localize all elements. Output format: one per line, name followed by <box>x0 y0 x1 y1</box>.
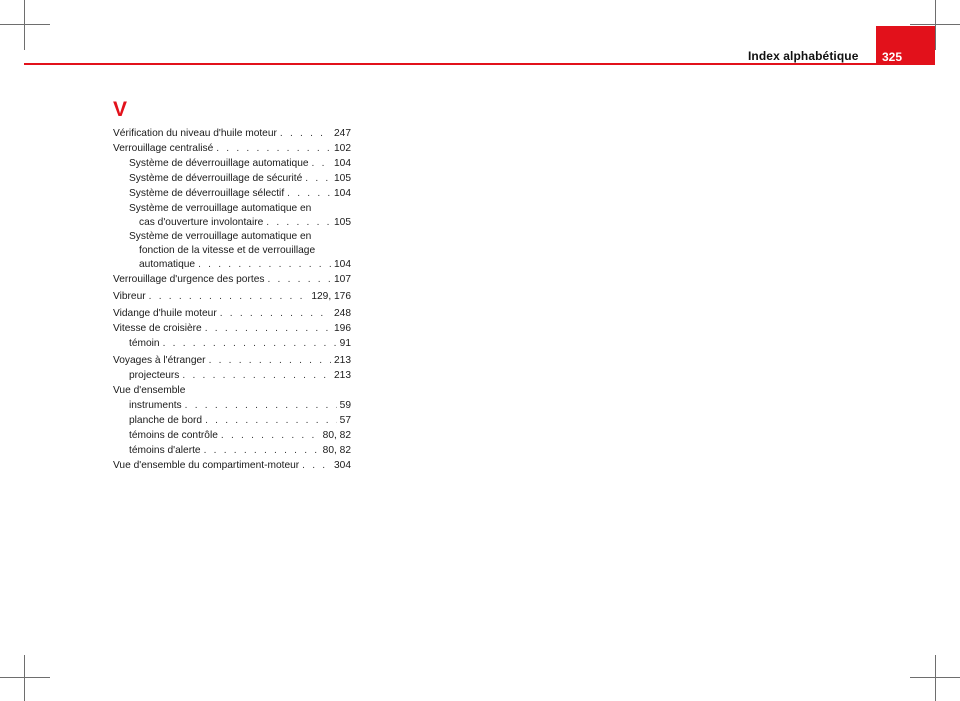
index-entry: Vue d'ensemble du compartiment-moteur . . . 304 <box>113 459 351 473</box>
index-entry: Verrouillage centralisé . . . 102 <box>113 142 351 156</box>
crop-mark <box>24 655 25 701</box>
header-title: Index alphabétique <box>748 49 859 63</box>
index-entry: Vibreur . . . 129, 176 <box>113 290 351 304</box>
crop-mark <box>935 655 936 701</box>
index-entry: Vue d'ensemble <box>113 385 186 396</box>
crop-mark <box>935 0 936 50</box>
page-number: 325 <box>882 50 903 64</box>
index-subentry: planche de bord . . . 57 <box>129 414 351 428</box>
index-entry: Voyages à l'étranger . . . 213 <box>113 354 351 368</box>
index-subentry: Système de verrouillage automatique en cas d'ouverture involontaire . . . 105 <box>129 202 351 230</box>
index-subentry: Système de déverrouillage sélectif . . . 104 <box>129 187 351 201</box>
index-subentry: témoins de contrôle . . . 80, 82 <box>129 429 351 443</box>
page-number-box <box>876 26 935 65</box>
index-entry: Verrouillage d'urgence des portes . . . 107 <box>113 273 351 287</box>
crop-mark <box>0 677 50 678</box>
index-subentry: Système de déverrouillage de sécurité . . . 105 <box>129 172 351 186</box>
index-entry: Vidange d'huile moteur . . . 248 <box>113 307 351 321</box>
index-subentry: témoin . . . 91 <box>129 337 351 351</box>
index-subentry: projecteurs . . . 213 <box>129 369 351 383</box>
crop-mark <box>0 24 50 25</box>
index-entry: Vitesse de croisière . . . 196 <box>113 322 351 336</box>
index-subentry: Système de déverrouillage automatique . . . 104 <box>129 157 351 171</box>
index-subentry: témoins d'alerte . . . 80, 82 <box>129 444 351 458</box>
header-rule <box>24 63 935 65</box>
index-subentry: Système de verrouillage automatique en fonction de la vitesse et de verrouillage automatique . . . 104 <box>129 230 351 272</box>
section-letter: V <box>113 98 128 121</box>
crop-mark <box>24 0 25 50</box>
index-entry: Vérification du niveau d'huile moteur . . . 247 <box>113 127 351 141</box>
index-subentry: instruments . . . 59 <box>129 399 351 413</box>
